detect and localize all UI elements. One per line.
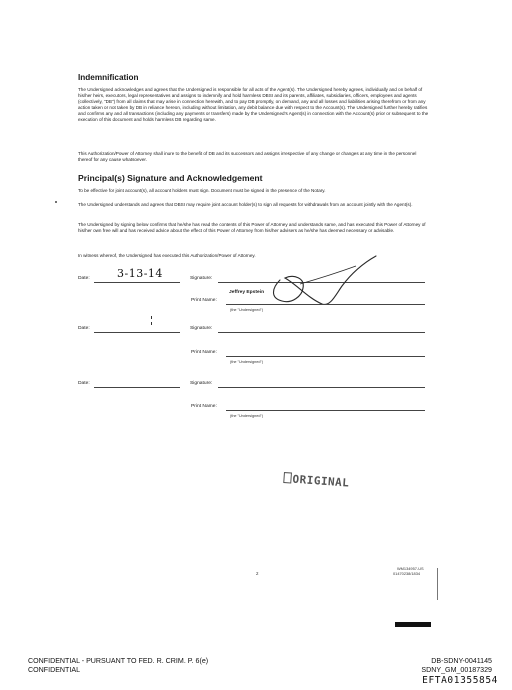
- print-name-line: [226, 356, 425, 357]
- footer-confidential-pursuant: CONFIDENTIAL - PURSUANT TO FED. R. CRIM. P. 6(e): [28, 657, 209, 665]
- scan-edge-line: [437, 568, 438, 600]
- page-number: 2: [256, 571, 259, 576]
- date-line: [94, 387, 180, 388]
- date-label: Date:: [78, 276, 90, 281]
- date-label: Date:: [78, 381, 90, 386]
- original-stamp: [283, 472, 350, 490]
- indemnification-inure-text: This Authorization/Power of Attorney shall inure to the benefit of DB and its successors and assigns irrespective of any change or changes at any time in the personnel thereof for any cause whatsoever.: [78, 151, 417, 162]
- signature-label: Signature:: [190, 381, 213, 386]
- footer-efta-id: EFTA01355854: [422, 675, 498, 686]
- principal-joint-text: To be effective for joint account(s), all account holders must sign. Document must be signed in the presence of the Notary.: [78, 188, 326, 193]
- footer-bates-sdny: SDNY_GM_00187329: [421, 666, 492, 674]
- date-value-handwritten: 3-13-14: [117, 267, 163, 280]
- principal-confirm-text: The Undersigned by signing below confirms that he/she has read the contents of this Power of Attorney and understands same, and has executed this Power of Attorney of his/her own free will and has received advice about the effect of this Power of Attorney from his/her advisers as he/she has deemed necessary or advisable.: [78, 222, 426, 233]
- undersigned-label: (the "Undersigned"): [230, 414, 264, 418]
- signature-line: [218, 387, 425, 388]
- print-name-value: Jeffrey Epstein: [229, 290, 265, 295]
- redaction-bar: [395, 622, 431, 627]
- signature-label: Signature:: [190, 276, 213, 281]
- stamp-box-icon: [283, 472, 292, 484]
- margin-mark: [151, 322, 152, 325]
- print-name-label: Print Name:: [191, 404, 217, 409]
- print-name-line: [226, 410, 425, 411]
- witness-text: In witness whereof, the Undersigned has executed this Authorization/Power of Attorney.: [78, 253, 256, 258]
- handwritten-signature: [230, 244, 380, 316]
- barcode-text: 01470238/1834: [393, 571, 421, 576]
- print-name-line: [226, 304, 425, 305]
- date-line: [94, 282, 180, 283]
- print-name-label: Print Name:: [191, 350, 217, 355]
- stamp-text: ORIGINAL: [292, 472, 350, 490]
- principal-agreement-text: The Undersigned understands and agrees that DBSI may require joint account holder(s) to sign all requests for withdrawals from an account jointly with the Agent(s).: [78, 202, 413, 207]
- date-label: Date:: [78, 326, 90, 331]
- principal-heading: Principal(s) Signature and Acknowledgement: [78, 173, 263, 183]
- margin-mark: [55, 201, 57, 203]
- form-code: WM134957-US: [397, 566, 424, 571]
- undersigned-label: (the "Undersigned"): [230, 308, 264, 312]
- indemnification-text: The Undersigned acknowledges and agrees that the Undersigned is responsible for all acts of the Agent(s). The Undersigned hereby agrees, individually and on behalf of his/her heirs, executors, legal representatives and assigns to indemnify and hold harmless DBSI and its parents, affiliates, subsidiaries, officers, employees and agents (collectively, "DB") from all claims that may arise in connection herewith, and to pay DB promptly, on demand, any and all losses and liabilities arising therefrom or from any action taken or not taken by DB in reliance hereon, including without limitation, any debit balance due with respect to the Account(s). The Undersigned further hereby ratifies and confirms any and all transactions (including any payments or transfers) made by the Undersigned's Agent(s) in connection with the Account(s) prior or subsequent to the execution of this document and holds harmless DB regarding same.: [78, 87, 429, 122]
- signature-line: [218, 332, 425, 333]
- footer-bates-db: DB-SDNY-0041145: [431, 657, 492, 665]
- footer-confidential: CONFIDENTIAL: [28, 666, 81, 674]
- date-line: [94, 332, 180, 333]
- signature-label: Signature:: [190, 326, 213, 331]
- margin-mark: [151, 316, 152, 319]
- undersigned-label: (the "Undersigned"): [230, 360, 264, 364]
- indemnification-heading: Indemnification: [78, 73, 139, 82]
- print-name-label: Print Name:: [191, 298, 217, 303]
